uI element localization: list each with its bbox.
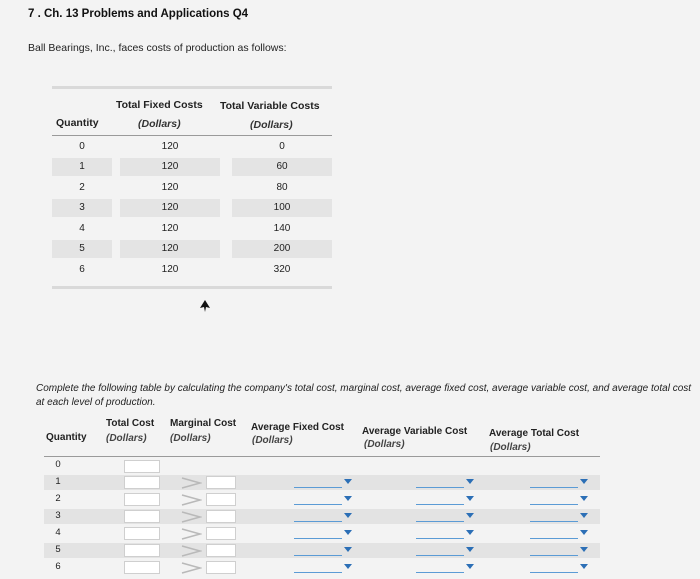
header-afc-unit: (Dollars): [252, 435, 293, 446]
cell-fixed: 120: [161, 222, 179, 234]
quantity-cell: 1: [55, 476, 61, 487]
marginal-cost-input[interactable]: [206, 493, 236, 506]
marginal-cost-chevron-icon: [180, 527, 202, 539]
marginal-cost-input[interactable]: [206, 561, 236, 574]
dropdown-underline: [294, 504, 342, 505]
avc-dropdown[interactable]: [416, 510, 474, 523]
problem-title: 7 . Ch. 13 Problems and Applications Q4: [28, 8, 249, 20]
answer-row: [44, 508, 600, 525]
dropdown-underline: [294, 572, 342, 573]
cell-quantity: 1: [52, 158, 112, 176]
quantity-cell: 3: [55, 510, 61, 521]
dropdown-underline: [294, 555, 342, 556]
avc-dropdown[interactable]: [416, 561, 474, 574]
cell-quantity: 6: [79, 263, 85, 275]
cell-variable: 60: [232, 158, 332, 176]
cell-fixed: 120: [161, 140, 179, 152]
header-fixed-costs: Total Fixed Costs: [116, 99, 203, 111]
marginal-cost-chevron-icon: [180, 493, 202, 505]
dropdown-arrow-icon: [466, 479, 474, 484]
dropdown-underline: [530, 504, 578, 505]
cell-variable: 100: [232, 199, 332, 217]
header-avc-unit: (Dollars): [364, 439, 405, 450]
dropdown-arrow-icon: [580, 496, 588, 501]
dropdown-underline: [416, 487, 464, 488]
cell-fixed: 120: [161, 263, 179, 275]
quantity-cell: 0: [55, 459, 61, 470]
total-cost-input[interactable]: [124, 544, 160, 557]
avc-dropdown[interactable]: [416, 493, 474, 506]
dropdown-underline: [530, 521, 578, 522]
cell-fixed: 120: [120, 158, 220, 176]
marginal-cost-chevron-icon: [180, 476, 202, 488]
answer-table: [44, 416, 600, 576]
cell-variable: 0: [279, 140, 285, 152]
header-quantity: Quantity: [56, 117, 99, 129]
afc-dropdown[interactable]: [294, 561, 352, 574]
total-cost-input[interactable]: [124, 527, 160, 540]
dropdown-arrow-icon: [466, 547, 474, 552]
quantity-cell: 5: [55, 544, 61, 555]
marginal-cost-input[interactable]: [206, 476, 236, 489]
cost-table: [52, 86, 332, 289]
header-marginal-cost: Marginal Cost: [170, 418, 237, 429]
cell-quantity: 0: [79, 140, 85, 152]
cell-variable: 320: [273, 263, 291, 275]
answer-row: [44, 457, 600, 474]
header-total-cost: Total Cost: [106, 418, 155, 429]
dropdown-arrow-icon: [580, 530, 588, 535]
dropdown-underline: [294, 521, 342, 522]
quantity-cell: 4: [55, 527, 61, 538]
header-fixed-unit: (Dollars): [138, 118, 181, 130]
table-row: [52, 198, 332, 219]
header-atc-unit: (Dollars): [490, 442, 531, 453]
dropdown-arrow-icon: [344, 547, 352, 552]
dropdown-arrow-icon: [344, 513, 352, 518]
header-quantity-2: Quantity: [46, 432, 87, 443]
answer-row: [44, 559, 600, 576]
table-row: [52, 259, 332, 280]
dropdown-underline: [416, 572, 464, 573]
dropdown-arrow-icon: [580, 479, 588, 484]
dropdown-arrow-icon: [580, 564, 588, 569]
dropdown-arrow-icon: [344, 564, 352, 569]
dropdown-arrow-icon: [344, 496, 352, 501]
afc-dropdown[interactable]: [294, 493, 352, 506]
dropdown-arrow-icon: [344, 530, 352, 535]
table-row: [52, 157, 332, 178]
answer-row: [44, 542, 600, 559]
table-row: [52, 239, 332, 260]
dropdown-underline: [530, 538, 578, 539]
afc-dropdown[interactable]: [294, 544, 352, 557]
marginal-cost-input[interactable]: [206, 527, 236, 540]
total-cost-input[interactable]: [124, 561, 160, 574]
quantity-cell: 2: [55, 493, 61, 504]
dropdown-arrow-icon: [466, 564, 474, 569]
dropdown-underline: [416, 521, 464, 522]
answer-row: [44, 491, 600, 508]
atc-dropdown[interactable]: [530, 561, 588, 574]
avc-dropdown[interactable]: [416, 527, 474, 540]
total-cost-input[interactable]: [124, 460, 160, 473]
cell-variable: 140: [273, 222, 291, 234]
total-cost-input[interactable]: [124, 510, 160, 523]
mouse-cursor-icon: [200, 300, 210, 312]
afc-dropdown[interactable]: [294, 476, 352, 489]
cost-table-header: [52, 89, 332, 135]
header-total-cost-unit: (Dollars): [106, 433, 147, 444]
cell-variable: 200: [232, 240, 332, 258]
dropdown-underline: [294, 538, 342, 539]
cell-quantity: 4: [79, 222, 85, 234]
header-avc: Average Variable Cost: [362, 426, 468, 437]
dropdown-underline: [416, 538, 464, 539]
header-variable-unit: (Dollars): [250, 119, 293, 131]
atc-dropdown[interactable]: [530, 510, 588, 523]
answer-table-header: [44, 416, 600, 456]
header-afc: Average Fixed Cost: [251, 422, 344, 433]
dropdown-underline: [530, 487, 578, 488]
total-cost-input[interactable]: [124, 476, 160, 489]
total-cost-input[interactable]: [124, 493, 160, 506]
table-row: [52, 218, 332, 239]
dropdown-arrow-icon: [344, 479, 352, 484]
cell-quantity: 3: [52, 199, 112, 217]
dropdown-underline: [294, 487, 342, 488]
marginal-cost-chevron-icon: [180, 544, 202, 556]
avc-dropdown[interactable]: [416, 544, 474, 557]
header-marginal-cost-unit: (Dollars): [170, 433, 211, 444]
problem-intro: Ball Bearings, Inc., faces costs of production as follows:: [28, 42, 287, 54]
atc-dropdown[interactable]: [530, 493, 588, 506]
marginal-cost-chevron-icon: [180, 510, 202, 522]
quantity-cell: 6: [55, 561, 61, 572]
answer-row: [44, 525, 600, 542]
cell-quantity: 2: [79, 181, 85, 193]
marginal-cost-input[interactable]: [206, 510, 236, 523]
dropdown-arrow-icon: [580, 547, 588, 552]
cell-fixed: 120: [120, 199, 220, 217]
answer-row: [44, 474, 600, 491]
dropdown-arrow-icon: [466, 496, 474, 501]
table-bottom-rule: [52, 286, 332, 289]
dropdown-underline: [416, 504, 464, 505]
cell-fixed: 120: [161, 181, 179, 193]
avc-dropdown[interactable]: [416, 476, 474, 489]
atc-dropdown[interactable]: [530, 476, 588, 489]
dropdown-underline: [530, 572, 578, 573]
dropdown-underline: [416, 555, 464, 556]
atc-dropdown[interactable]: [530, 527, 588, 540]
table-row: [52, 136, 332, 157]
instructions-text: Complete the following table by calculating the company's total cost, marginal cost, average fixed cost, average variable cost, and average total cost at each level of production.: [36, 383, 692, 408]
atc-dropdown[interactable]: [530, 544, 588, 557]
marginal-cost-chevron-icon: [180, 561, 202, 573]
dropdown-underline: [530, 555, 578, 556]
table-row: [52, 177, 332, 198]
marginal-cost-input[interactable]: [206, 544, 236, 557]
cell-quantity: 5: [52, 240, 112, 258]
afc-dropdown[interactable]: [294, 510, 352, 523]
header-variable-costs: Total Variable Costs: [220, 100, 320, 112]
header-atc: Average Total Cost: [489, 428, 580, 439]
dropdown-arrow-icon: [580, 513, 588, 518]
dropdown-arrow-icon: [466, 513, 474, 518]
afc-dropdown[interactable]: [294, 527, 352, 540]
dropdown-arrow-icon: [466, 530, 474, 535]
cell-fixed: 120: [120, 240, 220, 258]
cell-variable: 80: [276, 181, 288, 193]
